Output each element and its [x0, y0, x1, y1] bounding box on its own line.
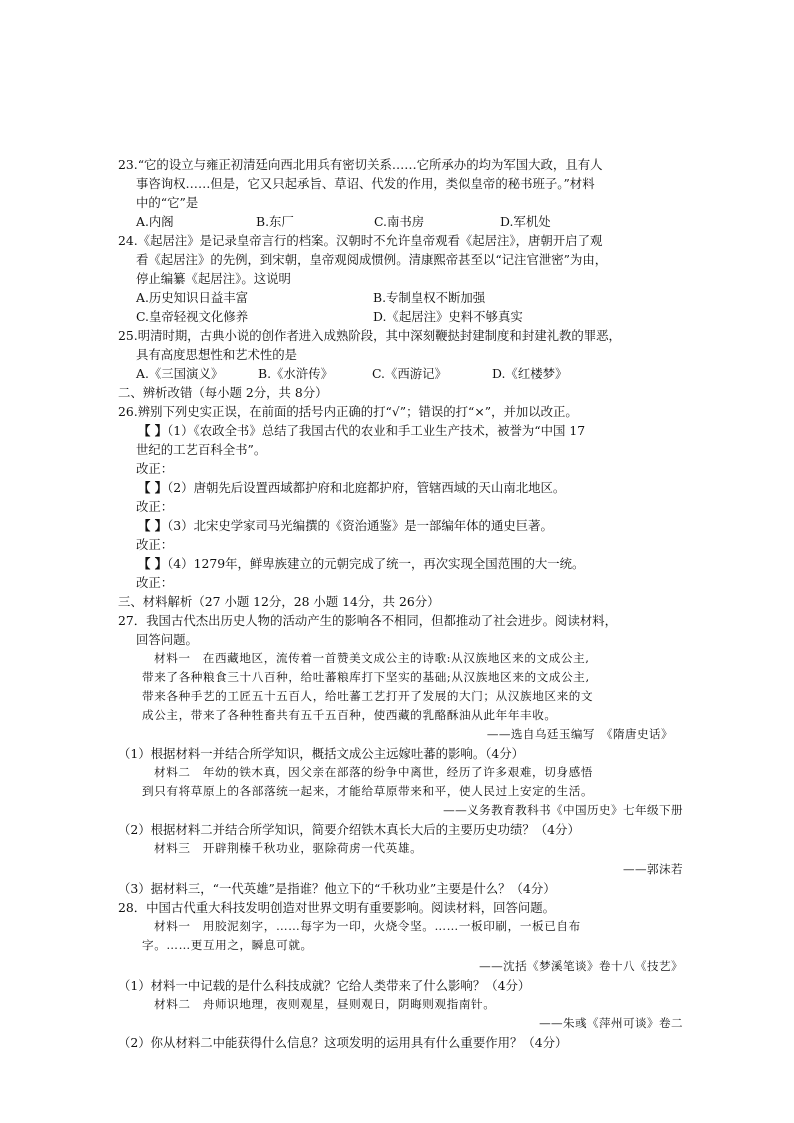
q26-fix-3[interactable]: 改正：: [136, 537, 174, 552]
q28-material-2-source: ——朱彧《萍州可谈》卷二: [539, 1016, 683, 1030]
q27-question-1: （1）根据材料一并结合所学知识，概括文成公主远嫁吐蕃的影响。（4分）: [118, 746, 525, 761]
q27-material-2-source: ——义务教育教科书《中国历史》七年级下册: [443, 803, 683, 817]
q24-option-a: A.历史知识日益丰富: [136, 290, 249, 305]
q27-material-1-line-1: 材料一 在西藏地区，流传着一首赞美文成公主的诗歌:从汉族地区来的文成公主,: [154, 651, 590, 665]
q23-line-3: 中的“它”是: [136, 195, 199, 210]
q24-line-3: 停止编纂《起居注》。这说明: [136, 271, 291, 286]
q27-material-1-line-2: 带来了各种粮食三十八百种，给吐蕃粮库打下坚实的基础;从汉族地区来的文成公主,: [142, 670, 590, 684]
q26-item-2-text: （2）唐朝先后设置西域都护府和北庭都护府，管辖西域的天山南北地区。: [167, 480, 566, 495]
section-2-heading: 二、辨析改错（每小题 2分，共 8分）: [118, 385, 328, 400]
q28-question-1: （1）材料一中记载的是什么科技成就？它给人类带来了什么影响？（4分）: [118, 978, 531, 993]
q25-option-b: B.《水浒传》: [258, 366, 333, 381]
q26-bracket-4[interactable]: 【 】: [138, 556, 168, 571]
q25-option-a: A.《三国演义》: [136, 366, 224, 381]
q28-material-2: 材料二 舟师识地理，夜则观星，昼则观日，阴晦则观指南针。: [154, 997, 496, 1011]
q27-material-3-source: ——郭沫若: [623, 862, 683, 876]
q24-options: [118, 288, 683, 326]
q28-material-1-line-2: 字。……更互用之，瞬息可就。: [142, 938, 313, 952]
q26-bracket-3[interactable]: 【 】: [138, 518, 168, 533]
q27-material-1-line-4: 成公主，带来了各种牲畜共有五千五百种，使西藏的乳酪酥油从此年年丰收。: [142, 708, 557, 722]
q26-fix-1[interactable]: 改正：: [136, 461, 174, 476]
q25-option-c: C.《西游记》: [372, 366, 447, 381]
q27-material-1-line-3: 带来各种手艺的工匠五十五百人，给吐蕃工艺打开了发展的大门；从汉族地区来的文: [142, 689, 594, 703]
q27-material-2-line-1: 材料二 年幼的铁木真，因父亲在部落的纷争中离世，经历了许多艰难，切身感悟: [154, 765, 593, 779]
section-3-heading: 三、材料解析（27 小题 12分，28 小题 14分，共 26分）: [118, 594, 440, 609]
q24-option-b: B.专制皇权不断加强: [373, 290, 486, 305]
q23-options: [118, 212, 683, 231]
q25-line-1: 25.明清时期，古典小说的创作者进入成熟阶段，其中深刻鞭挞封建制度和封建礼教的罪恶，: [118, 328, 621, 343]
q23-option-b: B.东厂: [256, 214, 294, 229]
q24-option-d: D.《起居注》史料不够真实: [373, 309, 523, 324]
q27-line-1: 27．我国古代杰出历史人物的活动产生的影响各不相同，但都推动了社会进步。阅读材料，: [118, 613, 618, 628]
q27-line-2: 回答问题。: [136, 632, 198, 647]
q26-item-2: [118, 478, 683, 497]
q26-fix-2[interactable]: 改正：: [136, 499, 174, 514]
q26-item-4-text: （4）1279年，鲜卑族建立的元朝完成了统一，再次实现全国范围的大一统。: [167, 556, 585, 571]
q26-item-4: [118, 554, 683, 573]
q26-item-3: [118, 516, 683, 535]
q23-option-a: A.内阁: [136, 214, 174, 229]
q23-line-2: 事咨询权……但是，它又只起承旨、草诏、代发的作用，类似皇帝的秘书班子。”材料: [136, 176, 595, 191]
q24-line-1: 24.《起居注》是记录皇帝言行的档案。汉朝时不允许皇帝观看《起居注》，唐朝开启了观: [118, 233, 603, 248]
q23-option-d: D.军机处: [500, 214, 551, 229]
q26-stem: 26.辨别下列史实正误，在前面的括号内正确的打“√”；错误的打“×”，并加以改正。: [118, 404, 578, 419]
q27-material-2-line-2: 到只有将草原上的各部落统一起来，才能给草原带来和平，使人民过上安定的生活。: [142, 784, 594, 798]
q25-line-2: 具有高度思想性和艺术性的是: [136, 347, 298, 362]
q26-bracket-1[interactable]: 【 】: [138, 423, 168, 438]
q23-line-1: 23.“它的设立与雍正初清廷向西北用兵有密切关系……它所承办的均为军国大政，且有人: [118, 157, 603, 172]
q26-item-3-text: （3）北宋史学家司马光编撰的《资治通鉴》是一部编年体的通史巨著。: [167, 518, 553, 533]
q28-material-1-line-1: 材料一 用胶泥刻字，……每字为一印，火烧令坚。……一板印刷，一板已自布: [154, 919, 581, 933]
q26-item-1: [118, 421, 683, 440]
q23-option-c: C.南书房: [374, 214, 425, 229]
exam-page: [118, 155, 683, 1052]
q26-item-1-cont: 世纪的工艺百科全书”。: [136, 442, 267, 457]
q25-options: [118, 364, 683, 383]
q27-question-3: （3）据材料三，“一代英雄”是指谁？他立下的“千秋功业”主要是什么？（4分）: [118, 881, 556, 896]
q26-item-1-text: （1）《农政全书》总结了我国古代的农业和手工业生产技术，被誉为“中国 17: [167, 423, 586, 438]
q28-line-1: 28．中国古代重大科技发明创造对世界文明有重要影响。阅读材料，回答问题。: [118, 900, 556, 915]
q27-question-2: （2）根据材料二并结合所学知识，简要介绍铁木真长大后的主要历史功绩？（4分）: [118, 822, 580, 837]
q28-material-1-source: ——沈括《梦溪笔谈》卷十八《技艺》: [479, 959, 683, 973]
q25-option-d: D.《红楼梦》: [492, 366, 568, 381]
q24-line-2: 看《起居注》的先例，到宋朝，皇帝观阅成惯例。清康熙帝甚至以“记注官泄密”为由，: [136, 252, 608, 267]
q27-material-1-source: ——选自乌廷玉编写 《隋唐史话》: [486, 727, 673, 741]
q24-option-c: C.皇帝轻视文化修养: [136, 309, 249, 324]
q26-bracket-2[interactable]: 【 】: [138, 480, 168, 495]
q28-question-2: （2）你从材料二中能获得什么信息？这项发明的运用具有什么重要作用？（4分）: [118, 1035, 568, 1050]
q27-material-3: 材料三 开辟荆榛千秋功业，驱除荷虏一代英雄。: [154, 841, 423, 855]
q26-fix-4[interactable]: 改正：: [136, 575, 174, 590]
